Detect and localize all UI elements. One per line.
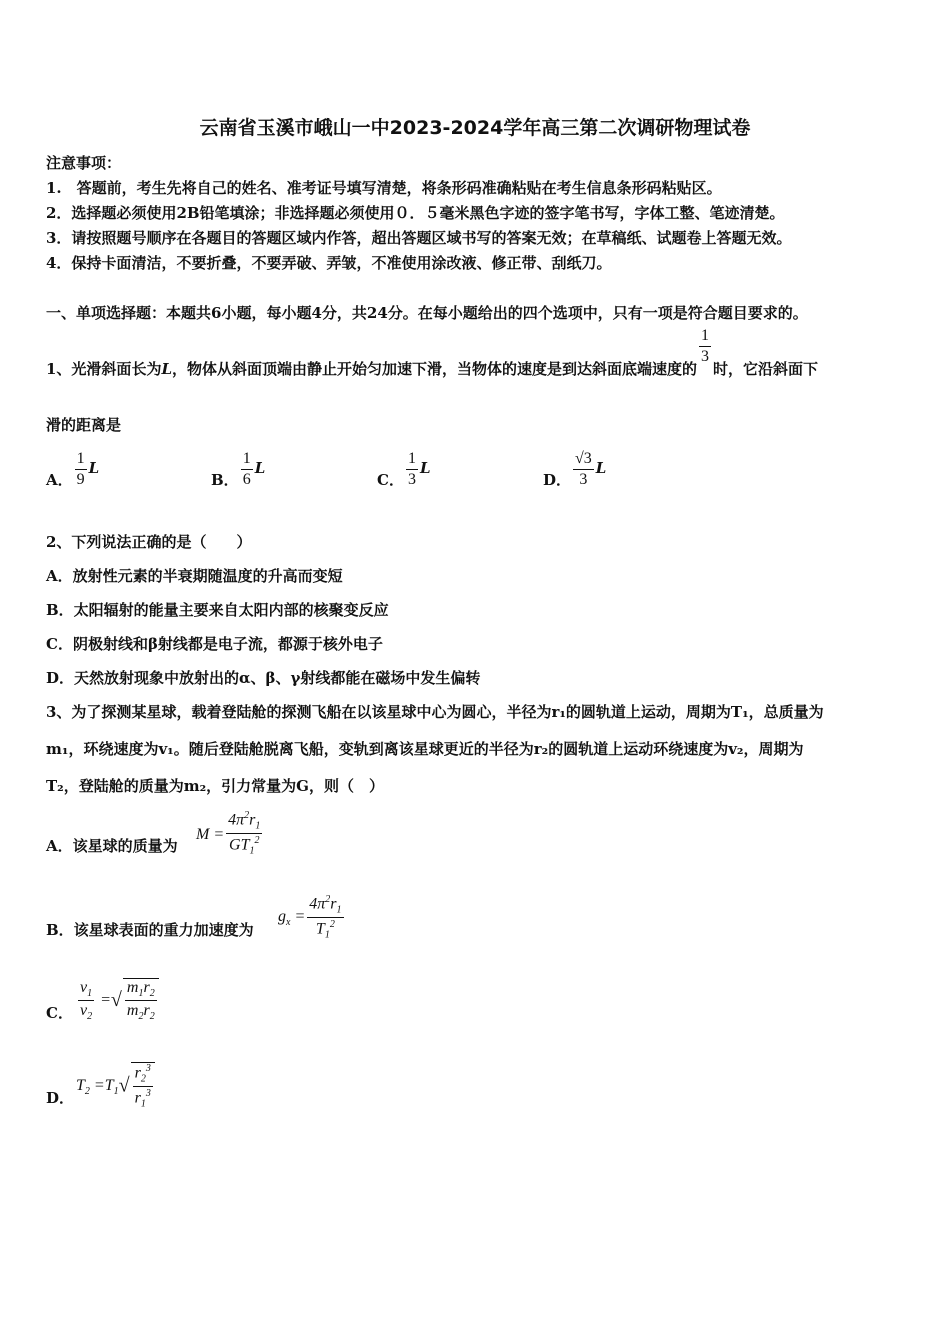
notice-heading: 注意事项： — [46, 154, 122, 172]
q3-option-a-formula: M = $\frac{4\pi^2r_1}{GT_1^2}$ — [196, 810, 261, 857]
q3-option-d-formula: $T_2 =T_1√$ $\frac{r_2^3}{r_1^3}$ — [76, 1062, 155, 1109]
q3-option-a: A．该星球的质量为 — [46, 837, 178, 855]
q3-stem-line2: m₁，环绕速度为v₁。随后登陆舱脱离飞船，变轨到离该星球更近的半径为r₂的圆轨道上运动环绕速度为v₂，周期为 — [46, 740, 804, 758]
q2-option-d: D．天然放射现象中放射出的α、β、γ射线都能在磁场中发生偏转 — [46, 669, 481, 687]
notice-item-2: 2．选择题必须使用2B铅笔填涂；非选择题必须使用０．５毫米黑色字迹的签字笔书写，字体工整、笔迹清楚。 — [46, 204, 785, 222]
q3-option-c-label: C． — [46, 1004, 73, 1022]
q3-option-c-formula: $\frac{v_1}{v_2}$ =√ $\frac{m_1r_2}{m_2r_2}$ — [76, 978, 159, 1022]
q3-option-d-label: D． — [46, 1089, 75, 1107]
q3-option-b-formula: $g_x$ = $\frac{4\pi^2r_1}{T_1^2}$ — [278, 894, 342, 941]
q1-option-d: D． $\frac{√3}{3}$ L — [543, 450, 607, 490]
q2-option-b: B．太阳辐射的能量主要来自太阳内部的核聚变反应 — [46, 601, 389, 619]
q3-stem-line1: 3、为了探测某星球，载着登陆舱的探测飞船在以该星球中心为圆心，半径为r₁的圆轨道上运动，周期为T₁，总质量为 — [46, 703, 824, 721]
q1-stem: 1、光滑斜面长为L，物体从斜面顶端由静止开始匀加速下滑，当物体的速度是到达斜面底端速度的 $\frac{1}{3}$ 时，它沿斜面下 — [46, 327, 819, 379]
q1-fraction: $\frac{1}{3}$ — [701, 327, 710, 365]
q3-stem-line3: T₂，登陆舱的质量为m₂，引力常量为G，则（ ） — [46, 777, 384, 795]
notice-item-1: 1. 答题前，考生先将自己的姓名、准考证号填写清楚，将条形码准确粘贴在考生信息条形码粘贴区。 — [46, 179, 722, 197]
q3-option-b: B．该星球表面的重力加速度为 — [46, 921, 254, 939]
page-title: 云南省玉溪市峨山一中2023-2024学年高三第二次调研物理试卷 — [199, 117, 751, 139]
q1-stem-line2: 滑的距离是 — [46, 416, 122, 434]
q1-option-a: A． $\frac{1}{9}$ L — [46, 450, 100, 490]
q2-stem: 2、下列说法正确的是（ ） — [46, 533, 252, 551]
q2-option-a: A．放射性元素的半衰期随温度的升高而变短 — [46, 567, 343, 585]
notice-item-4: 4．保持卡面清洁，不要折叠，不要弄破、弄皱，不准使用涂改液、修正带、刮纸刀。 — [46, 254, 612, 272]
q1-option-b: B． $\frac{1}{6}$ L — [211, 450, 266, 490]
notice-item-3: 3．请按照题号顺序在各题目的答题区域内作答，超出答题区域书写的答案无效；在草稿纸、试题卷上答题无效。 — [46, 229, 792, 247]
q1-option-c: C． $\frac{1}{3}$ L — [377, 450, 431, 490]
q2-option-c: C．阴极射线和β射线都是电子流，都源于核外电子 — [46, 635, 383, 653]
section-heading: 一、单项选择题：本题共6小题，每小题4分，共24分。在每小题给出的四个选项中，只有一项是符合题目要求的。 — [46, 304, 808, 322]
